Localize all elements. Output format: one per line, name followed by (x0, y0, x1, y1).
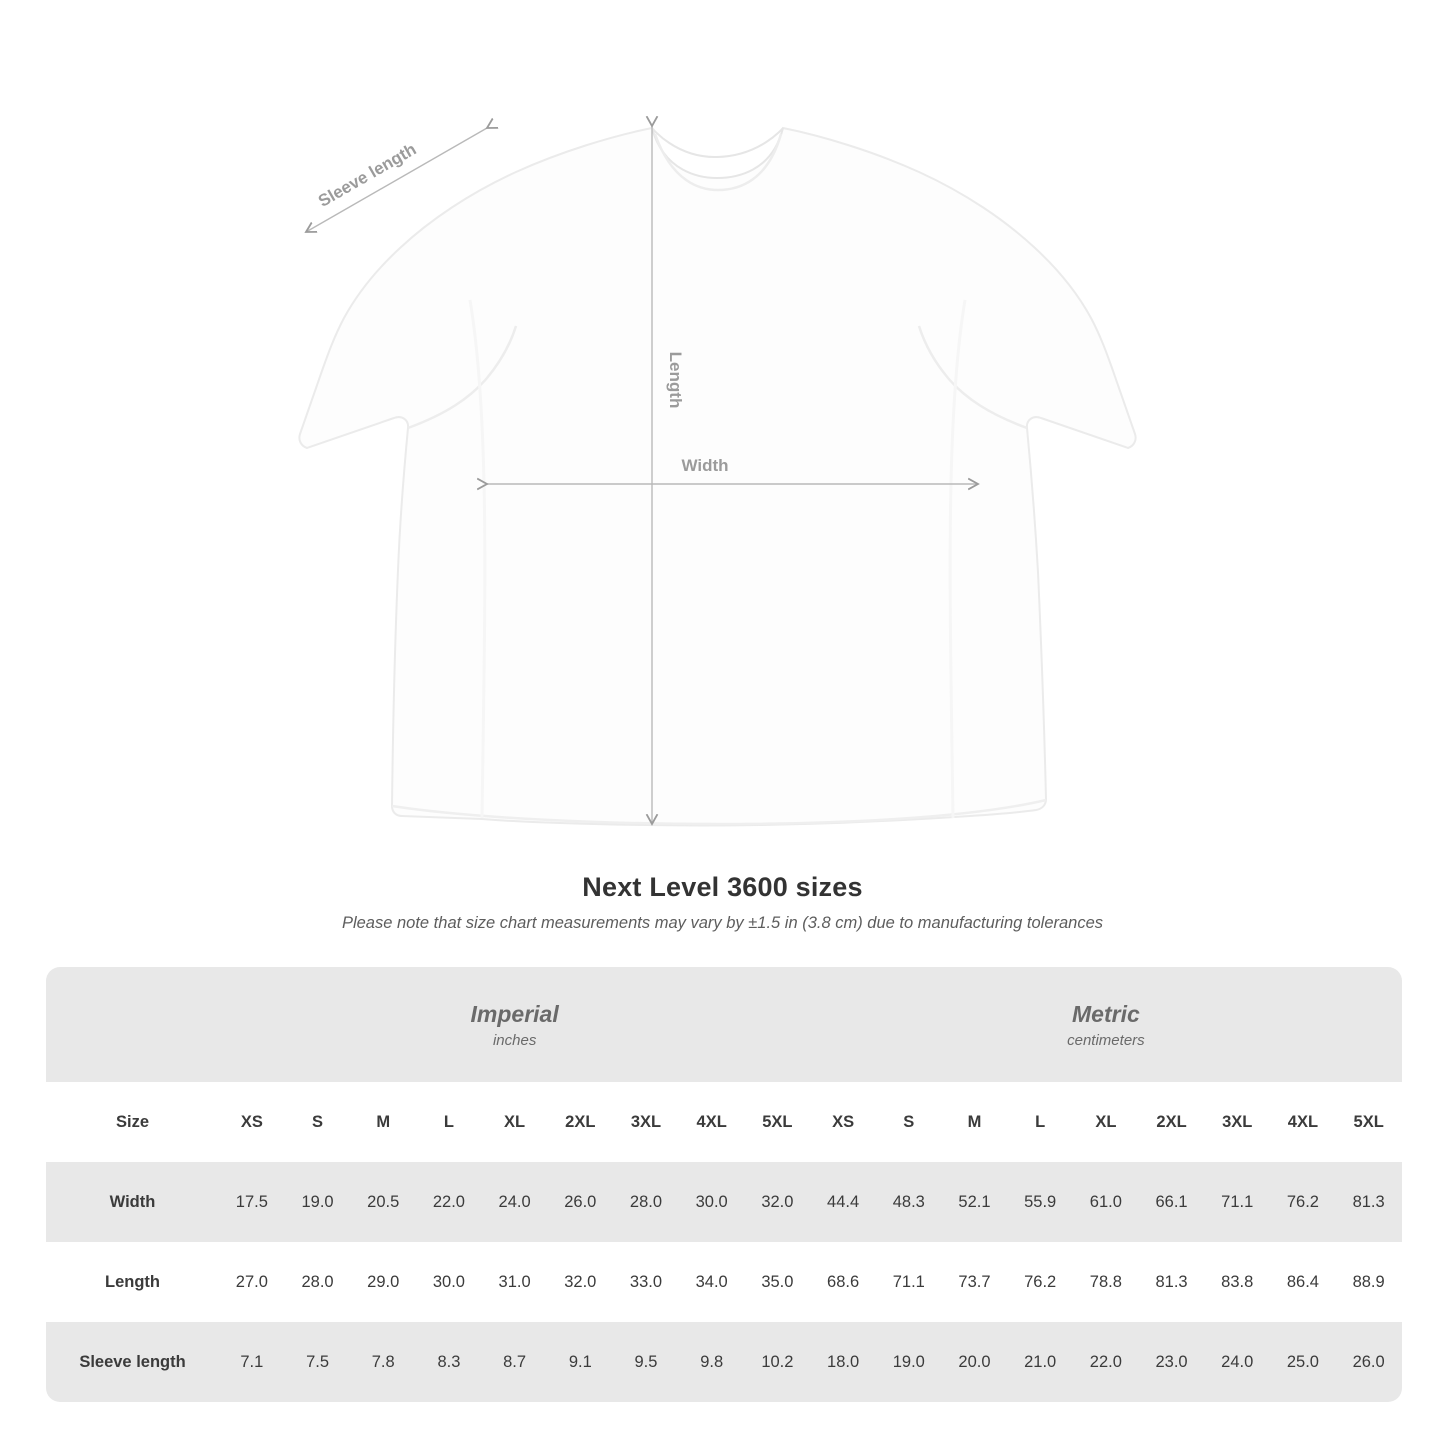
cell-length-metric-4xl: 86.4 (1270, 1242, 1336, 1322)
size-table (46, 967, 1402, 1402)
row-label-width: Width (46, 1162, 219, 1242)
cell-width-metric-xs: 44.4 (810, 1162, 876, 1242)
cell-length-imperial-m: 29.0 (350, 1242, 416, 1322)
size-header-metric-2xl: 2XL (1139, 1082, 1205, 1162)
size-header-metric-5xl: 5XL (1336, 1082, 1402, 1162)
cell-width-imperial-3xl: 28.0 (613, 1162, 679, 1242)
cell-length-metric-xl: 78.8 (1073, 1242, 1139, 1322)
cell-length-metric-2xl: 81.3 (1139, 1242, 1205, 1322)
cell-width-imperial-l: 22.0 (416, 1162, 482, 1242)
unit-group-imperial-unit: inches (492, 1031, 537, 1049)
cell-length-imperial-4xl: 34.0 (679, 1242, 745, 1322)
cell-sleeve-metric-xs: 18.0 (810, 1322, 876, 1402)
cell-sleeve-imperial-2xl: 9.1 (547, 1322, 613, 1402)
unit-group-imperial (219, 967, 810, 1082)
cell-sleeve-imperial-m: 7.8 (350, 1322, 416, 1402)
cell-sleeve-metric-s: 19.0 (876, 1322, 942, 1402)
label-sleeve-length: Sleeve length (315, 139, 420, 211)
cell-width-metric-l: 55.9 (1007, 1162, 1073, 1242)
cell-length-imperial-3xl: 33.0 (613, 1242, 679, 1322)
cell-width-metric-m: 52.1 (942, 1162, 1008, 1242)
size-header-imperial-xs: XS (219, 1082, 285, 1162)
cell-width-imperial-xs: 17.5 (219, 1162, 285, 1242)
size-header-metric-4xl: 4XL (1270, 1082, 1336, 1162)
cell-length-metric-m: 73.7 (942, 1242, 1008, 1322)
size-header-metric-xs: XS (810, 1082, 876, 1162)
size-header-imperial-5xl: 5XL (745, 1082, 811, 1162)
cell-width-metric-xl: 61.0 (1073, 1162, 1139, 1242)
cell-width-metric-2xl: 66.1 (1139, 1162, 1205, 1242)
unit-group-row (46, 967, 1402, 1082)
cell-length-metric-3xl: 83.8 (1204, 1242, 1270, 1322)
cell-sleeve-metric-5xl: 26.0 (1336, 1322, 1402, 1402)
row-label-sleeve-length: Sleeve length (46, 1322, 219, 1402)
cell-sleeve-imperial-3xl: 9.5 (613, 1322, 679, 1402)
cell-width-imperial-s: 19.0 (285, 1162, 351, 1242)
size-header-imperial-2xl: 2XL (547, 1082, 613, 1162)
cell-sleeve-imperial-xs: 7.1 (219, 1322, 285, 1402)
size-header-metric-3xl: 3XL (1204, 1082, 1270, 1162)
cell-length-metric-s: 71.1 (876, 1242, 942, 1322)
size-header-imperial-3xl: 3XL (613, 1082, 679, 1162)
table-row (46, 1162, 1402, 1242)
cell-sleeve-metric-m: 20.0 (942, 1322, 1008, 1402)
cell-width-imperial-m: 20.5 (350, 1162, 416, 1242)
size-header-metric-s: S (876, 1082, 942, 1162)
cell-sleeve-metric-l: 21.0 (1007, 1322, 1073, 1402)
cell-sleeve-metric-4xl: 25.0 (1270, 1322, 1336, 1402)
size-header-label: Size (46, 1082, 219, 1162)
cell-width-metric-3xl: 71.1 (1204, 1162, 1270, 1242)
cell-width-imperial-xl: 24.0 (482, 1162, 548, 1242)
size-table-wrap (46, 967, 1400, 1402)
label-width: Width (681, 456, 729, 475)
table-row (46, 1322, 1402, 1402)
cell-length-imperial-xl: 31.0 (482, 1242, 548, 1322)
cell-sleeve-imperial-l: 8.3 (416, 1322, 482, 1402)
size-header-imperial-m: M (350, 1082, 416, 1162)
cell-length-imperial-l: 30.0 (416, 1242, 482, 1322)
size-header-metric-m: M (942, 1082, 1008, 1162)
unit-group-spacer (46, 967, 219, 1082)
size-header-metric-xl: XL (1073, 1082, 1139, 1162)
cell-length-imperial-5xl: 35.0 (745, 1242, 811, 1322)
cell-sleeve-imperial-4xl: 9.8 (679, 1322, 745, 1402)
page-title: Next Level 3600 sizes (582, 872, 863, 902)
cell-width-imperial-5xl: 32.0 (745, 1162, 811, 1242)
label-length: Length (666, 351, 685, 409)
size-header-imperial-4xl: 4XL (679, 1082, 745, 1162)
row-label-length: Length (46, 1242, 219, 1322)
tshirt-shape (299, 128, 1135, 825)
cell-length-metric-xs: 68.6 (810, 1242, 876, 1322)
cell-sleeve-imperial-xl: 8.7 (482, 1322, 548, 1402)
size-header-imperial-s: S (285, 1082, 351, 1162)
cell-sleeve-metric-xl: 22.0 (1073, 1322, 1139, 1402)
cell-width-metric-s: 48.3 (876, 1162, 942, 1242)
tolerance-note: Please note that size chart measurements may vary by ±1.5 in (3.8 cm) due to manufacturing tolerances (341, 914, 1104, 932)
cell-length-metric-l: 76.2 (1007, 1242, 1073, 1322)
table-row (46, 1242, 1402, 1322)
cell-length-imperial-s: 28.0 (285, 1242, 351, 1322)
cell-length-metric-5xl: 88.9 (1336, 1242, 1402, 1322)
size-header-metric-l: L (1007, 1082, 1073, 1162)
size-header-imperial-l: L (416, 1082, 482, 1162)
unit-group-metric (810, 967, 1401, 1082)
size-header-imperial-xl: XL (482, 1082, 548, 1162)
cell-length-imperial-xs: 27.0 (219, 1242, 285, 1322)
cell-sleeve-imperial-5xl: 10.2 (745, 1322, 811, 1402)
cell-length-imperial-2xl: 32.0 (547, 1242, 613, 1322)
unit-group-metric-unit: centimeters (1067, 1031, 1145, 1049)
cell-width-metric-5xl: 81.3 (1336, 1162, 1402, 1242)
unit-group-metric-name: Metric (1072, 1001, 1140, 1028)
cell-sleeve-metric-2xl: 23.0 (1139, 1322, 1205, 1402)
cell-width-imperial-2xl: 26.0 (547, 1162, 613, 1242)
cell-sleeve-metric-3xl: 24.0 (1204, 1322, 1270, 1402)
size-header-row (46, 1082, 1402, 1162)
cell-width-metric-4xl: 76.2 (1270, 1162, 1336, 1242)
cell-sleeve-imperial-s: 7.5 (285, 1322, 351, 1402)
cell-width-imperial-4xl: 30.0 (679, 1162, 745, 1242)
unit-group-imperial-name: Imperial (470, 1001, 559, 1028)
